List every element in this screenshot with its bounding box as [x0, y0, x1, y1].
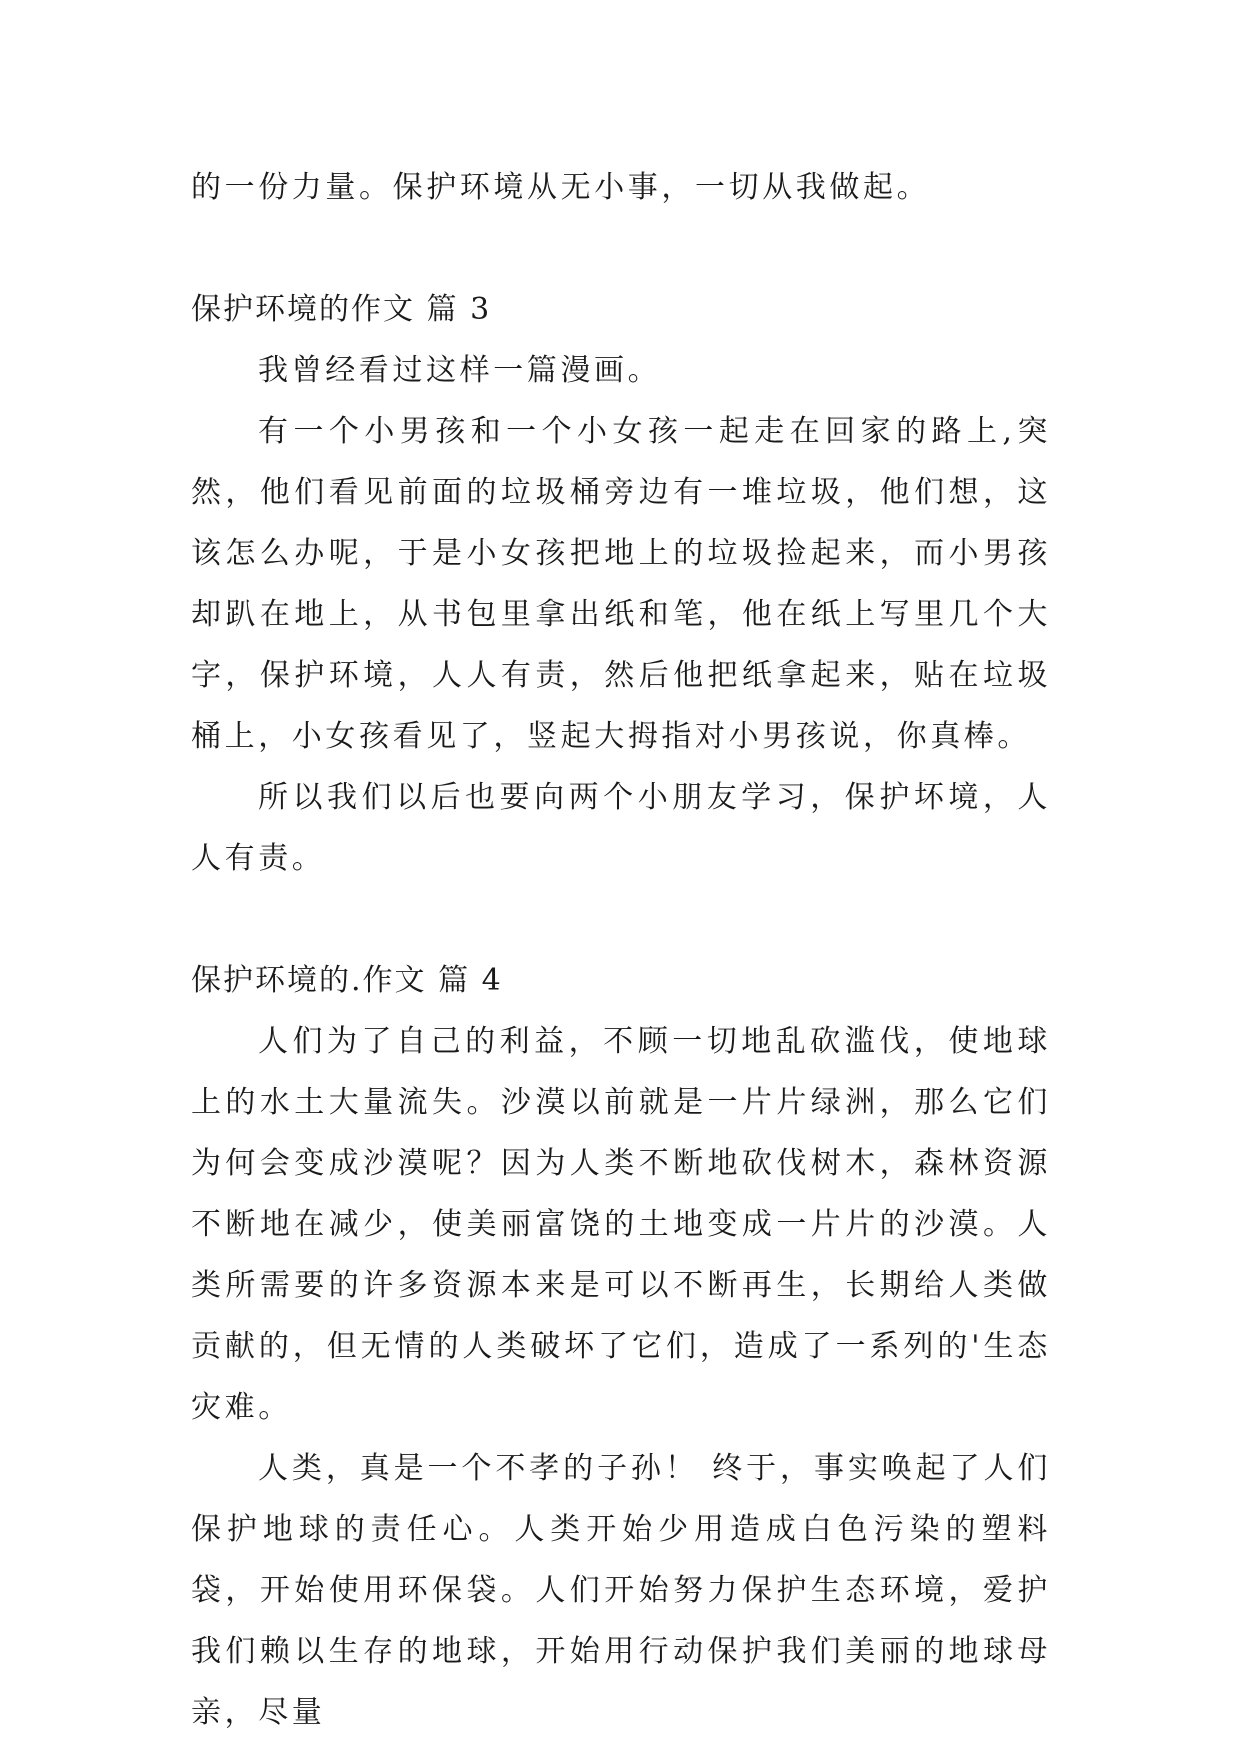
section-3-heading: 保护环境的作文 篇 3 [191, 292, 492, 327]
section-4-paragraph-1: 人们为了自己的利益，不顾一切地乱砍滥伐，使地球上的水土大量流失。沙漠以前就是一片片绿洲，那么它们为何会变成沙漠呢？因为人类不断地砍伐树木，森林资源不断地在减少，使美丽富饶的土地变成一片片的沙漠。人类所需要的许多资源本来是可以不断再生，长期给人类做贡献的，但无情的人类破坏了它们，造成了一系列的'生态灾难。 [191, 1024, 1051, 1425]
section-3-paragraph-3: 所以我们以后也要向两个小朋友学习，保护坏境，人人有责。 [191, 780, 1051, 876]
document-body [191, 157, 1051, 1743]
section-4-heading: 保护环境的.作文 篇 4 [191, 963, 503, 998]
section-4-paragraph-2: 人类，真是一个不孝的子孙！ 终于，事实唤起了人们保护地球的责任心。人类开始少用造成白色污染的塑料袋，开始使用环保袋。人们开始努力保护生态环境，爱护我们赖以生存的地球，开始用行动保护我们美丽的地球母亲，尽量 [191, 1451, 1051, 1730]
section-spacer [191, 218, 1051, 279]
section-3-paragraph-1: 我曾经看过这样一篇漫画。 [258, 353, 662, 388]
opening-line: 的一份力量。保护环境从无小事，一切从我做起。 [191, 170, 931, 205]
section-3-paragraph-2: 有一个小男孩和一个小女孩一起走在回家的路上,突然，他们看见前面的垃圾桶旁边有一堆垃圾，他们想，这该怎么办呢，于是小女孩把地上的垃圾捡起来，而小男孩却趴在地上，从书包里拿出纸和笔，他在纸上写里几个大字，保护环境，人人有责，然后他把纸拿起来，贴在垃圾桶上，小女孩看见了，竖起大拇指对小男孩说，你真棒。 [191, 414, 1051, 754]
section-spacer [191, 889, 1051, 950]
